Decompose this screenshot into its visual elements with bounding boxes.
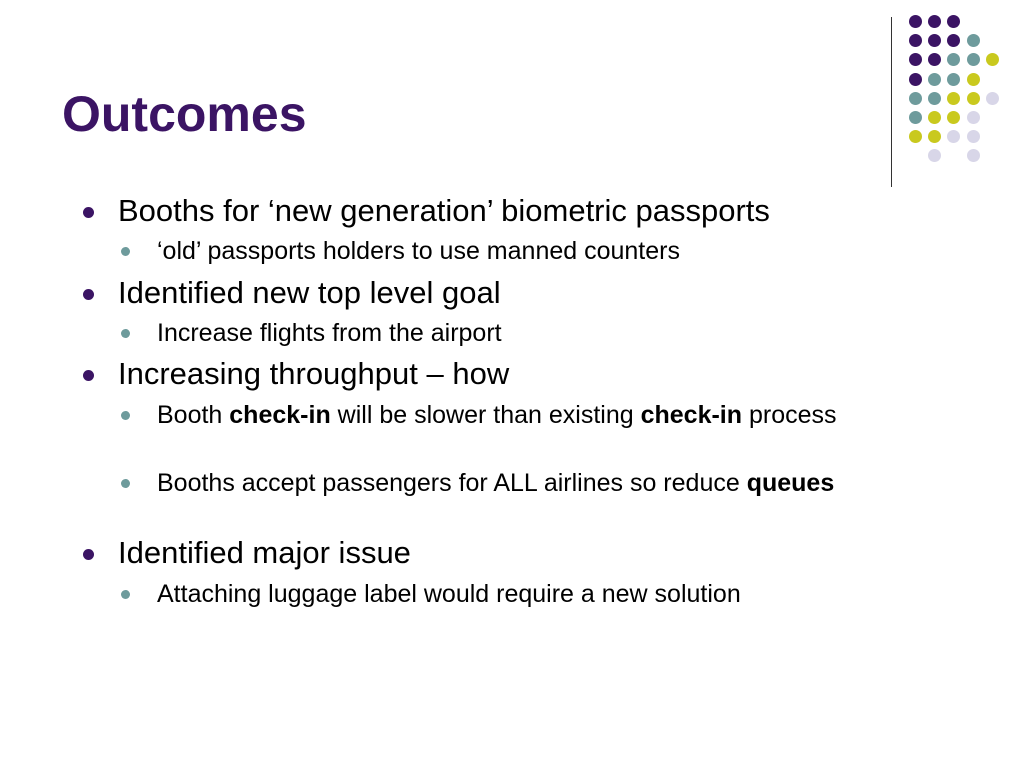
- sub-bullet-text: Increase flights from the airport: [157, 319, 502, 347]
- bold-term: check-in: [229, 401, 331, 429]
- sub-bullet-item: [157, 400, 897, 430]
- bullet-item: [118, 535, 411, 571]
- sub-bullet-marker-icon: [121, 411, 130, 420]
- bullet-text: Increasing throughput – how: [118, 356, 510, 391]
- slide-title: Outcomes: [62, 86, 307, 142]
- sub-bullet-item: [157, 579, 897, 609]
- sub-bullet-marker-icon: [121, 329, 130, 338]
- bullet-text: Booths for ‘new generation’ biometric passports: [118, 193, 770, 228]
- bullet-marker-icon: [83, 289, 94, 300]
- sub-bullet-text: Booths accept passengers for ALL airlines so reduce queues: [157, 469, 835, 497]
- bullet-item: [118, 275, 501, 311]
- bold-term: queues: [746, 469, 835, 497]
- bullet-marker-icon: [83, 207, 94, 218]
- bullet-item: [118, 356, 509, 392]
- sub-bullet-item: [157, 468, 897, 498]
- bold-term: check-in: [640, 401, 743, 429]
- sub-bullet-text: ‘old’ passports holders to use manned counters: [157, 237, 680, 265]
- sub-bullet-item: [157, 318, 897, 348]
- bullet-text: Identified new top level goal: [118, 275, 501, 310]
- bullet-item: [118, 193, 770, 229]
- sub-bullet-marker-icon: [121, 479, 130, 488]
- sub-bullet-text: Attaching luggage label would require a new solution: [157, 580, 741, 608]
- sub-bullet-item: [157, 236, 897, 266]
- bullet-marker-icon: [83, 549, 94, 560]
- bullet-marker-icon: [83, 370, 94, 381]
- bullet-text: Identified major issue: [118, 535, 411, 570]
- sub-bullet-text: Booth check-in will be slower than existing check-in process: [157, 401, 837, 429]
- sub-bullet-marker-icon: [121, 590, 130, 599]
- sub-bullet-marker-icon: [121, 247, 130, 256]
